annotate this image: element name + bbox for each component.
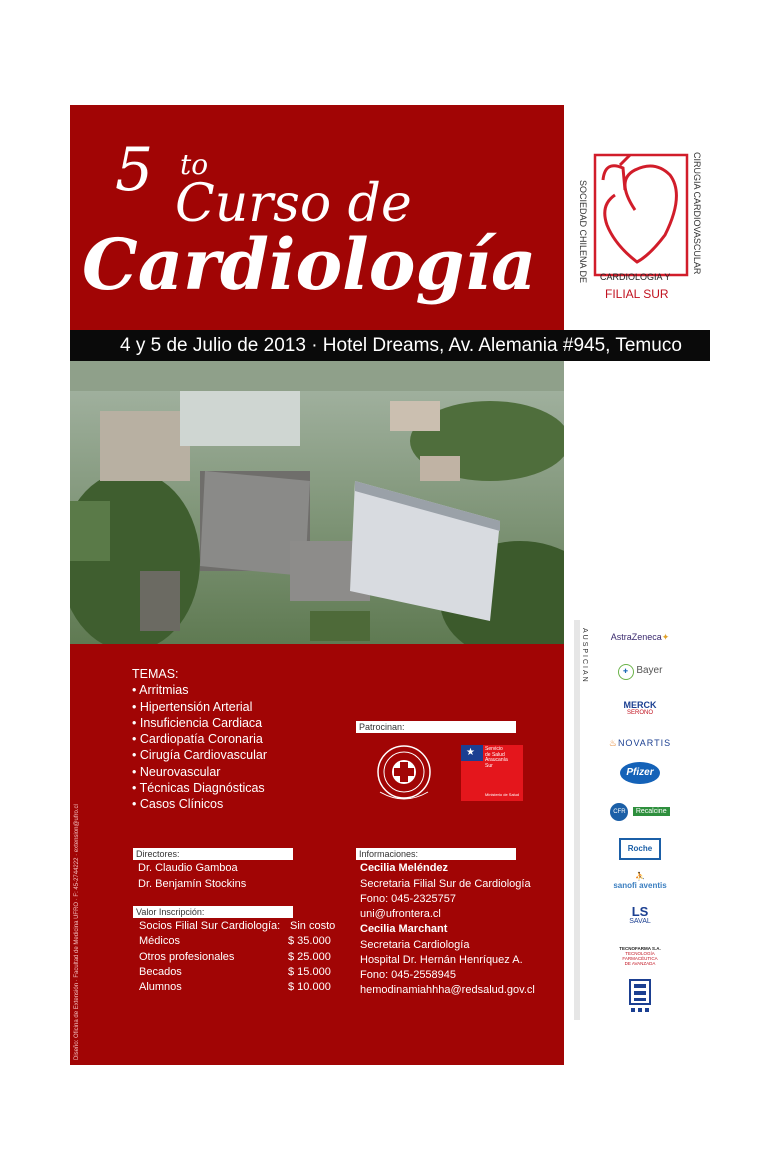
pfizer-logo: Pfizer: [600, 762, 680, 784]
tecnofarma-logo: TECNOFARMA S.A. TECNOLOGÍA FARMACÉUTICA DE AVANZADA: [619, 946, 661, 966]
contact-line: Hospital Dr. Hernán Henríquez A.: [360, 954, 523, 966]
merck-logo: MERCK SERONO: [623, 700, 657, 716]
title-ordinal: to: [180, 148, 209, 181]
contact-email[interactable]: hemodinamiahhha@redsalud.gov.cl: [360, 984, 535, 996]
contact-email[interactable]: uni@ufrontera.cl: [360, 908, 441, 920]
contact-line: Secretaria Filial Sur de Cardiología: [360, 878, 531, 890]
tema-item: • Neurovascular: [132, 764, 221, 779]
contact-name: Cecilia Marchant: [360, 923, 448, 935]
price-row-value: $ 35.000: [288, 935, 331, 947]
tema-item: • Insuficiencia Cardiaca: [132, 715, 263, 730]
price-row-value: $ 25.000: [288, 951, 331, 963]
recalcine-logo: CFR Recalcine: [600, 800, 680, 821]
logo-left-text: SOCIEDAD CHILENA DE: [578, 180, 588, 284]
tema-item: • Cirugía Cardiovascular: [132, 748, 267, 763]
astrazeneca-logo: AstraZeneca✦: [610, 632, 670, 642]
sanofi-logo: ⛹ sanofi aventis: [600, 872, 680, 890]
society-logo: [575, 150, 710, 310]
price-row-value: $ 10.000: [288, 981, 331, 993]
price-row-name: Alumnos: [139, 981, 182, 993]
bayer-cross-icon: ✚: [618, 664, 634, 680]
star-icon: ★: [466, 747, 475, 758]
tema-item: • Arritmias: [132, 683, 189, 698]
valor-label: Valor Inscripción:: [133, 906, 293, 918]
logo-right-text: CIRUGIA CARDIOVASCULAR: [692, 152, 702, 275]
price-row-name: Becados: [139, 966, 182, 978]
date-bar: 4 y 5 de Julio de 2013 · Hotel Dreams, Av. Alemania #945, Temuco: [70, 330, 710, 361]
sanofi-figure-icon: ⛹: [635, 872, 645, 881]
director-name: Dr. Benjamín Stockins: [138, 878, 247, 890]
temas-title: TEMAS:: [132, 667, 179, 681]
servicio-text: Servicio de Salud Araucanía Sur: [485, 746, 508, 769]
university-seal: [372, 744, 436, 804]
seal-icon: [372, 744, 436, 804]
hospital-logo: [600, 978, 680, 1019]
informaciones-label: Informaciones:: [356, 848, 516, 860]
logo-bottom-text: CARDIOLOGIA Y: [600, 272, 671, 282]
ministerio-text: Ministerio de Salud: [485, 792, 520, 797]
saval-logo: LS SAVAL: [629, 904, 651, 925]
roche-logo: Roche: [600, 838, 680, 860]
novartis-logo: ♨NOVARTIS: [608, 738, 672, 748]
price-row-name: Socios Filial Sur Cardiología:: [139, 920, 281, 932]
bayer-logo: ✚ Bayer: [600, 664, 680, 680]
price-row-name: Médicos: [139, 935, 180, 947]
title-line-1: Curso de: [175, 174, 412, 234]
hospital-aerial-photo: [70, 361, 564, 644]
directores-label: Directores:: [133, 848, 293, 860]
servicio-salud-logo: [461, 745, 523, 801]
design-credit: Diseño: Oficina de Extensión · Facultad de Medicina UFRO · F: 45-2744222 · extension@ufro.cl: [74, 804, 80, 1060]
flame-icon: ♨: [608, 738, 618, 748]
price-row-value: Sin costo: [290, 920, 336, 932]
patrocinan-label: Patrocinan:: [356, 721, 516, 733]
price-row-value: $ 15.000: [288, 966, 331, 978]
tema-item: • Casos Clínicos: [132, 797, 224, 812]
contact-line: Fono: 045-2558945: [360, 969, 457, 981]
tema-item: • Técnicas Diagnósticas: [132, 781, 265, 796]
building-icon: [628, 978, 652, 1014]
temas-list: [132, 666, 267, 813]
contact-name: Cecilia Meléndez: [360, 862, 449, 874]
contact-line: Fono: 045-2325757: [360, 893, 457, 905]
tema-item: • Hipertensión Arterial: [132, 699, 253, 714]
tema-item: • Cardiopatía Coronaria: [132, 732, 263, 747]
price-row-name: Otros profesionales: [139, 951, 235, 963]
director-name: Dr. Claudio Gamboa: [138, 862, 238, 874]
title-number: 5: [115, 135, 154, 205]
heart-logo-icon: [575, 150, 710, 310]
title-line-2: Cardiología: [82, 223, 537, 306]
sponsor-strip: [574, 620, 580, 1020]
logo-filial-text: FILIAL SUR: [605, 287, 669, 301]
auspician-label: AUSPICIAN: [581, 628, 588, 684]
contact-line: Secretaria Cardiología: [360, 939, 470, 951]
